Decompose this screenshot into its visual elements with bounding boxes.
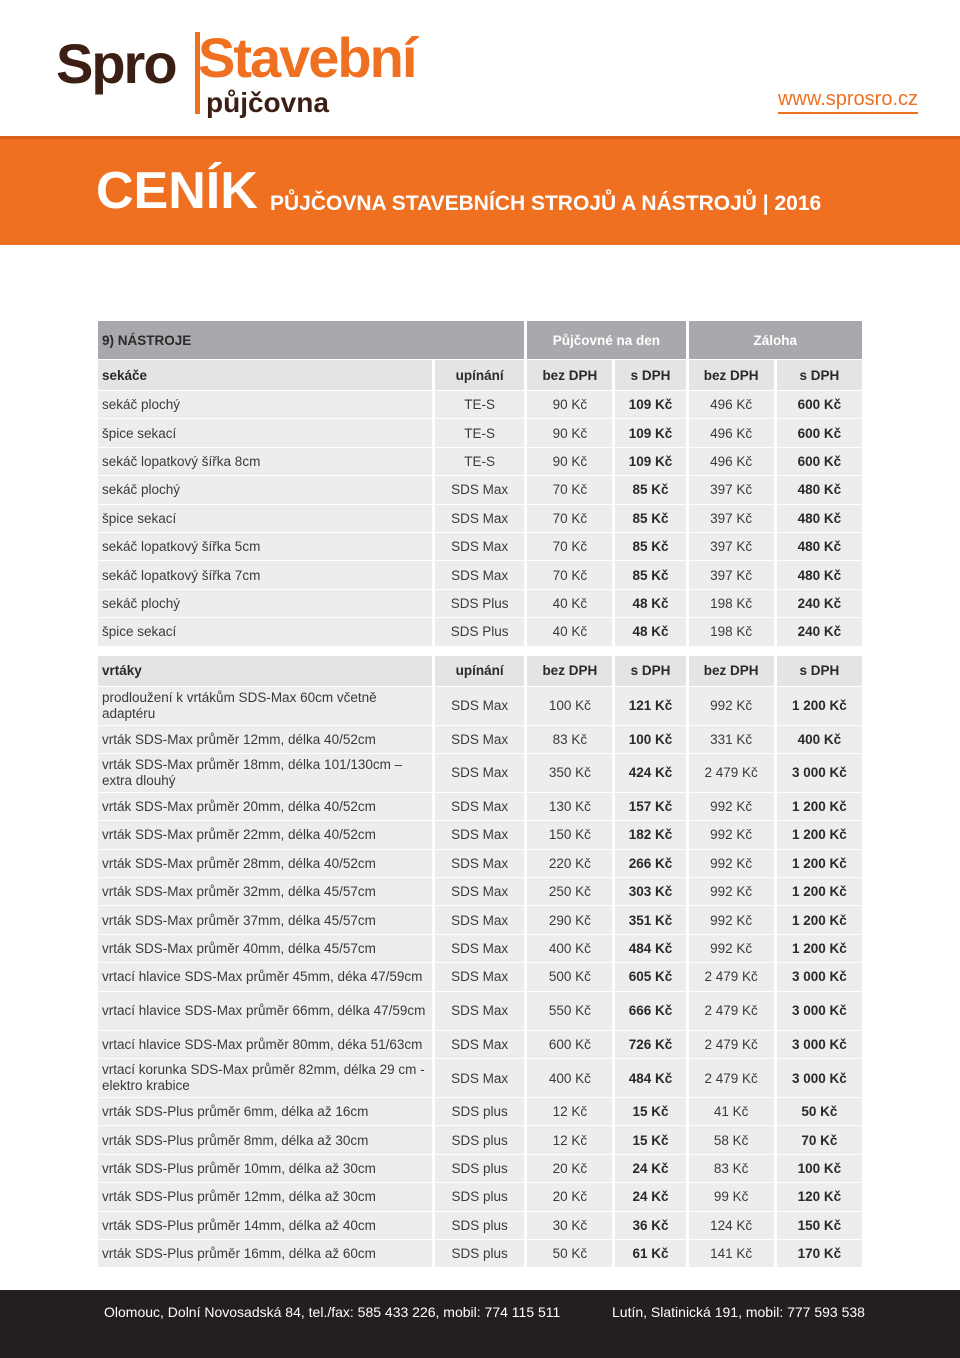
deposit-header: Záloha [686,321,862,360]
rent-net: 500 Kč [524,963,612,991]
table-row [98,1212,862,1240]
item-mount: SDS Max [432,505,524,533]
deposit-net: 397 Kč [686,561,774,589]
rent-net: 70 Kč [524,561,612,589]
rent-gross: 85 Kč [612,476,685,504]
rent-gross: 726 Kč [612,1031,685,1059]
deposit-gross: 480 Kč [774,533,862,561]
table-row [98,505,862,533]
item-mount: SDS Max [432,754,524,793]
item-name: vrták SDS-Plus průměr 8mm, délka až 30cm [98,1126,432,1154]
table-row [98,906,862,934]
item-name: sekáč plochý [98,590,432,618]
deposit-net: 992 Kč [686,793,774,821]
item-mount: SDS Max [432,1059,524,1098]
rent-net: 150 Kč [524,821,612,849]
rent-gross: 61 Kč [612,1240,685,1268]
deposit-gross: 100 Kč [774,1155,862,1183]
deposit-gross: 240 Kč [774,618,862,646]
rent-gross: 100 Kč [612,726,685,754]
rent-gross: 85 Kč [612,561,685,589]
table-row [98,992,862,1031]
item-mount: SDS Max [432,878,524,906]
deposit-net: 124 Kč [686,1212,774,1240]
table-row [98,1031,862,1059]
item-mount: SDS plus [432,1098,524,1126]
item-mount: SDS Max [432,687,524,726]
item-mount: SDS Max [432,935,524,963]
deposit-net: 496 Kč [686,391,774,419]
footer-olomouc-address: Olomouc, Dolní Novosadská 84, tel./fax: 585 433 226, mobil: 774 115 511 [104,1304,561,1320]
table-row [98,687,862,726]
table-header-row [98,321,862,360]
item-name: sekáč plochý [98,476,432,504]
table-row [98,561,862,589]
col-deposit-gross-header: s DPH [774,656,862,687]
table-row [98,419,862,447]
deposit-gross: 600 Kč [774,391,862,419]
item-mount: SDS Max [432,533,524,561]
rent-net: 20 Kč [524,1155,612,1183]
footer-lutin-address: Lutín, Slatinická 191, mobil: 777 593 538 [612,1304,865,1320]
table-row [98,618,862,646]
rent-net: 600 Kč [524,1031,612,1059]
deposit-gross: 600 Kč [774,448,862,476]
item-name: sekáč lopatkový šířka 8cm [98,448,432,476]
table-row [98,391,862,419]
rent-net: 400 Kč [524,1059,612,1098]
rent-gross: 182 Kč [612,821,685,849]
deposit-gross: 480 Kč [774,505,862,533]
item-name: prodloužení k vrtákům SDS-Max 60cm včetně adaptéru [98,687,432,726]
item-name: vrtací korunka SDS-Max průměr 82mm, délka 29 cm - elektro krabice [98,1059,432,1098]
deposit-gross: 3 000 Kč [774,963,862,991]
table-row [98,476,862,504]
spacer-cell [98,647,862,656]
deposit-gross: 1 200 Kč [774,906,862,934]
col-deposit-gross-header: s DPH [774,360,862,391]
deposit-net: 198 Kč [686,618,774,646]
deposit-gross: 480 Kč [774,561,862,589]
item-mount: SDS Max [432,726,524,754]
deposit-net: 397 Kč [686,533,774,561]
table-row [98,1059,862,1098]
rent-net: 90 Kč [524,419,612,447]
rent-net: 70 Kč [524,533,612,561]
rent-gross: 484 Kč [612,1059,685,1098]
item-name: špice sekací [98,419,432,447]
deposit-gross: 150 Kč [774,1212,862,1240]
deposit-net: 992 Kč [686,850,774,878]
deposit-gross: 1 200 Kč [774,878,862,906]
rent-gross: 85 Kč [612,505,685,533]
deposit-gross: 120 Kč [774,1183,862,1211]
deposit-net: 2 479 Kč [686,1059,774,1098]
rent-gross: 351 Kč [612,906,685,934]
deposit-net: 992 Kč [686,906,774,934]
item-name: vrták SDS-Plus průměr 14mm, délka až 40cm [98,1212,432,1240]
item-mount: SDS plus [432,1240,524,1268]
deposit-net: 397 Kč [686,476,774,504]
deposit-net: 83 Kč [686,1155,774,1183]
company-logo[interactable] [56,26,436,120]
item-mount: TE-S [432,391,524,419]
deposit-gross: 70 Kč [774,1126,862,1154]
col-mount-header: upínání [432,360,524,391]
item-mount: SDS Max [432,561,524,589]
rent-net: 350 Kč [524,754,612,793]
deposit-gross: 400 Kč [774,726,862,754]
deposit-gross: 3 000 Kč [774,1031,862,1059]
deposit-net: 141 Kč [686,1240,774,1268]
group-header-row [98,360,862,391]
rent-gross: 15 Kč [612,1098,685,1126]
table-row [98,935,862,963]
rent-net: 90 Kč [524,448,612,476]
logo-stavebni-text: Stavební [198,26,416,89]
table-row [98,533,862,561]
deposit-net: 198 Kč [686,590,774,618]
col-mount-header: upínání [432,656,524,687]
item-mount: SDS plus [432,1126,524,1154]
group-title: vrtáky [98,656,432,687]
table-row [98,793,862,821]
rent-net: 30 Kč [524,1212,612,1240]
item-mount: SDS plus [432,1212,524,1240]
item-name: vrták SDS-Max průměr 37mm, délka 45/57cm [98,906,432,934]
rent-net: 40 Kč [524,590,612,618]
table-row [98,963,862,991]
item-name: vrtací hlavice SDS-Max průměr 80mm, déka 51/63cm [98,1031,432,1059]
item-mount: SDS Max [432,850,524,878]
item-mount: TE-S [432,448,524,476]
item-mount: SDS Max [432,992,524,1031]
deposit-gross: 3 000 Kč [774,754,862,793]
rent-gross: 24 Kč [612,1183,685,1211]
rent-net: 250 Kč [524,878,612,906]
deposit-gross: 600 Kč [774,419,862,447]
item-name: sekáč plochý [98,391,432,419]
rent-gross: 85 Kč [612,533,685,561]
table-row [98,754,862,793]
item-name: vrták SDS-Max průměr 18mm, délka 101/130cm – extra dlouhý [98,754,432,793]
rent-net: 550 Kč [524,992,612,1031]
deposit-net: 992 Kč [686,687,774,726]
page-footer [0,1290,960,1358]
col-rent-gross-header: s DPH [612,360,685,391]
table-row [98,726,862,754]
section-title: 9) NÁSTROJE [98,321,524,360]
item-mount: SDS Plus [432,618,524,646]
rent-net: 400 Kč [524,935,612,963]
rent-net: 100 Kč [524,687,612,726]
col-deposit-net-header: bez DPH [686,360,774,391]
deposit-gross: 1 200 Kč [774,935,862,963]
deposit-gross: 3 000 Kč [774,992,862,1031]
col-rent-gross-header: s DPH [612,656,685,687]
item-mount: SDS plus [432,1155,524,1183]
deposit-gross: 3 000 Kč [774,1059,862,1098]
deposit-gross: 170 Kč [774,1240,862,1268]
item-name: vrták SDS-Plus průměr 10mm, délka až 30cm [98,1155,432,1183]
rent-gross: 109 Kč [612,419,685,447]
item-name: vrták SDS-Max průměr 40mm, délka 45/57cm [98,935,432,963]
deposit-gross: 1 200 Kč [774,687,862,726]
rent-gross: 109 Kč [612,448,685,476]
col-deposit-net-header: bez DPH [686,656,774,687]
deposit-net: 2 479 Kč [686,992,774,1031]
item-mount: TE-S [432,419,524,447]
table-row [98,850,862,878]
rent-gross: 24 Kč [612,1155,685,1183]
deposit-net: 2 479 Kč [686,754,774,793]
table-row [98,1098,862,1126]
deposit-net: 992 Kč [686,878,774,906]
rent-gross: 157 Kč [612,793,685,821]
item-name: vrták SDS-Plus průměr 12mm, délka až 30cm [98,1183,432,1211]
deposit-net: 496 Kč [686,448,774,476]
rent-gross: 109 Kč [612,391,685,419]
logo-spro-text: Spro [56,32,176,95]
item-name: vrták SDS-Max průměr 32mm, délka 45/57cm [98,878,432,906]
rent-net: 12 Kč [524,1126,612,1154]
logo-pujcovna-text: půjčovna [206,87,329,118]
rent-gross: 484 Kč [612,935,685,963]
deposit-net: 58 Kč [686,1126,774,1154]
group-spacer [98,647,862,656]
col-rent-net-header: bez DPH [524,360,612,391]
item-name: vrták SDS-Plus průměr 6mm, délka až 16cm [98,1098,432,1126]
col-rent-net-header: bez DPH [524,656,612,687]
table-row [98,1240,862,1268]
page-title: CENÍK [96,162,258,220]
rent-net: 220 Kč [524,850,612,878]
rent-gross: 121 Kč [612,687,685,726]
deposit-net: 331 Kč [686,726,774,754]
item-name: špice sekací [98,505,432,533]
rent-gross: 303 Kč [612,878,685,906]
rent-gross: 605 Kč [612,963,685,991]
rent-gross: 48 Kč [612,590,685,618]
page-subtitle: PŮJČOVNA STAVEBNÍCH STROJŮ A NÁSTROJŮ | 2016 [270,192,822,215]
title-banner [0,136,960,245]
item-name: vrták SDS-Max průměr 12mm, délka 40/52cm [98,726,432,754]
deposit-gross: 50 Kč [774,1098,862,1126]
group-title: sekáče [98,360,432,391]
rent-net: 40 Kč [524,618,612,646]
deposit-net: 99 Kč [686,1183,774,1211]
rent-net: 50 Kč [524,1240,612,1268]
deposit-net: 41 Kč [686,1098,774,1126]
group-header-row [98,656,862,687]
item-mount: SDS Max [432,1031,524,1059]
deposit-net: 397 Kč [686,505,774,533]
item-name: vrtací hlavice SDS-Max průměr 66mm, délka 47/59cm [98,992,432,1031]
deposit-gross: 480 Kč [774,476,862,504]
rent-gross: 266 Kč [612,850,685,878]
deposit-gross: 1 200 Kč [774,821,862,849]
rent-net: 130 Kč [524,793,612,821]
item-name: špice sekací [98,618,432,646]
deposit-gross: 1 200 Kč [774,850,862,878]
rent-net: 70 Kč [524,505,612,533]
rent-net: 90 Kč [524,391,612,419]
item-name: vrták SDS-Max průměr 22mm, délka 40/52cm [98,821,432,849]
rent-net: 12 Kč [524,1098,612,1126]
rent-header: Půjčovné na den [524,321,685,360]
rent-net: 20 Kč [524,1183,612,1211]
table-row [98,1183,862,1211]
item-mount: SDS Max [432,906,524,934]
item-name: vrták SDS-Plus průměr 16mm, délka až 60cm [98,1240,432,1268]
page-header [0,0,960,136]
item-name: vrták SDS-Max průměr 28mm, délka 40/52cm [98,850,432,878]
deposit-gross: 240 Kč [774,590,862,618]
price-table [98,321,862,1268]
deposit-net: 2 479 Kč [686,963,774,991]
item-mount: SDS Plus [432,590,524,618]
table-row [98,878,862,906]
deposit-net: 496 Kč [686,419,774,447]
rent-gross: 666 Kč [612,992,685,1031]
item-name: sekáč lopatkový šířka 7cm [98,561,432,589]
rent-gross: 48 Kč [612,618,685,646]
item-name: vrtací hlavice SDS-Max průměr 45mm, déka 47/59cm [98,963,432,991]
item-name: vrták SDS-Max průměr 20mm, délka 40/52cm [98,793,432,821]
item-mount: SDS plus [432,1183,524,1211]
deposit-net: 992 Kč [686,935,774,963]
deposit-gross: 1 200 Kč [774,793,862,821]
item-mount: SDS Max [432,821,524,849]
table-row [98,1126,862,1154]
deposit-net: 2 479 Kč [686,1031,774,1059]
deposit-net: 992 Kč [686,821,774,849]
rent-net: 70 Kč [524,476,612,504]
rent-gross: 424 Kč [612,754,685,793]
rent-gross: 15 Kč [612,1126,685,1154]
table-row [98,1155,862,1183]
item-mount: SDS Max [432,476,524,504]
rent-net: 83 Kč [524,726,612,754]
table-row [98,821,862,849]
website-link[interactable]: www.sprosro.cz [778,88,918,114]
rent-gross: 36 Kč [612,1212,685,1240]
table-row [98,590,862,618]
item-name: sekáč lopatkový šířka 5cm [98,533,432,561]
item-mount: SDS Max [432,793,524,821]
item-mount: SDS Max [432,963,524,991]
rent-net: 290 Kč [524,906,612,934]
table-row [98,448,862,476]
